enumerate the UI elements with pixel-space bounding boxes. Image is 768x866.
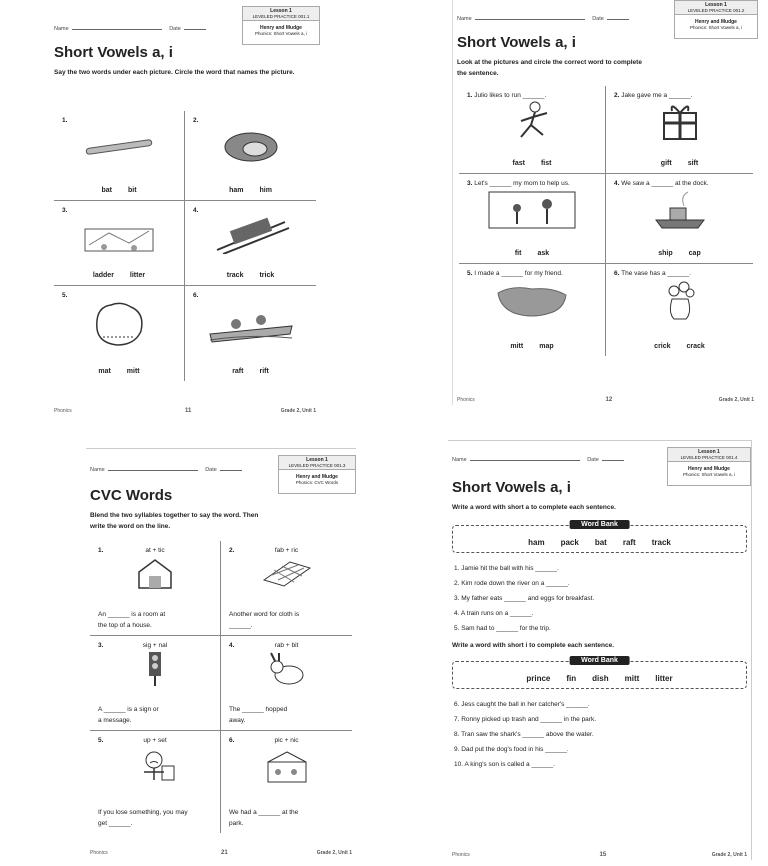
runner-icon	[507, 101, 557, 141]
page-number: 15	[599, 852, 607, 858]
footer: Phonics 21 Grade 2, Unit 1	[90, 850, 352, 856]
footer: Phonics 11 Grade 2, Unit 1	[54, 408, 316, 414]
exercise-cell: 6. raft rift	[185, 286, 316, 381]
name-label: Name	[54, 26, 69, 32]
instructions: Blend the two syllables together to say the word. Then write the word on the line.	[90, 512, 259, 530]
page-number: 12	[605, 397, 613, 403]
word-bank-a: Word Bank ham pack bat raft track	[452, 525, 747, 553]
page-title: Short Vowels a, i	[452, 479, 571, 496]
date-label: Date	[169, 26, 181, 32]
exercise-cell: 6. The vase has a ______. crick crack	[614, 270, 705, 350]
word-bank-i: Word Bank prince fin dish mitt litter	[452, 661, 747, 689]
exercise-cell: 3. ladder litter	[54, 201, 185, 286]
exercise-cell: 2. fab + ric Another word for cloth is ______.	[221, 541, 352, 636]
mom-child-icon	[487, 190, 577, 230]
footer: Phonics 12 Grade 2, Unit 1	[457, 397, 754, 403]
exercise-cell: 1. at + tic An ______ is a room at the top of a house.	[90, 541, 221, 636]
exercise-cell: 4. We saw a ______ at the dock. ship cap	[606, 174, 753, 264]
page-number: 11	[185, 408, 192, 414]
header: Name Date Lesson 1 LEVELED PRACTICE 001.4 Henry and Mudge Phonics: Short Vowels a, i	[448, 447, 751, 475]
map-icon	[492, 279, 572, 323]
exercise-cell: 5. mat mitt	[54, 286, 185, 381]
lesson-box: Lesson 1 LEVELED PRACTICE 001.1 Henry and Mudge Phonics: Short Vowels a, i	[242, 6, 320, 45]
worksheet-page-21	[86, 448, 356, 858]
exercise-cell: 4. rab + bit The ______ hopped away.	[221, 636, 352, 731]
exercise-cell: 1. Julio likes to run ______. fast fist	[459, 86, 606, 174]
exercise-cell: 4. track trick	[185, 201, 316, 286]
page-title: Short Vowels a, i	[54, 44, 173, 61]
mitt-icon	[89, 299, 149, 349]
sentences-a: 1. Jamie hit the ball with his ______. 2. Kim rode down the river on a ______. 3. My father eats ______ and eggs for breakfast. 4. A train runs on a ______. 5. Sam had to ______ for the trip.	[454, 565, 595, 632]
picnic-icon	[264, 748, 310, 784]
instructions-i: Write a word with short i to complete each sentence.	[452, 642, 615, 649]
worksheet-page-12	[452, 0, 758, 405]
exercise-cell: 2. ham him	[185, 111, 316, 201]
instructions: Look at the pictures and circle the correct word to complete the sentence.	[457, 59, 642, 77]
attic-icon	[135, 556, 175, 590]
rabbit-icon	[265, 651, 309, 685]
footer: Phonics 15 Grade 2, Unit 1	[452, 852, 747, 858]
page-title: Short Vowels a, i	[457, 34, 576, 51]
worksheet-page-11	[50, 6, 320, 416]
page-number: 21	[221, 850, 228, 856]
exercise-grid	[54, 111, 316, 381]
litter-icon	[79, 215, 159, 255]
exercise-cell: 5. I made a ______ for my friend. mitt map	[459, 264, 606, 356]
traffic-signal-icon	[145, 650, 165, 686]
worksheet-page-15	[448, 440, 752, 860]
ham-icon	[221, 129, 281, 165]
instructions: Say the two words under each picture. Circle the word that names the picture.	[54, 69, 295, 76]
fabric-icon	[260, 558, 314, 588]
lesson-box: Lesson 1 LEVELED PRACTICE 001.3 Henry and Mudge Phonics: CVC Words	[278, 455, 356, 494]
raft-icon	[206, 304, 296, 344]
exercise-cell: 5. up + set If you lose something, you may get ______.	[90, 731, 221, 833]
exercise-cell: 2. Jake gave me a ______. gift sift	[606, 86, 753, 174]
exercise-cell: 3. Let's ______ my mom to help us. fit ask	[459, 174, 606, 264]
vase-icon	[660, 279, 700, 323]
sentences-i: 6. Jess caught the ball in her catcher's ______. 7. Ronny picked up trash and ______ in the park. 8. Tran saw the shark's ______ above the water. 9. Dad put the dog's food in his ______. 10. A king's son is called a ______.	[454, 701, 597, 768]
exercise-cell: 3. sig + nal A ______ is a sign or a message.	[90, 636, 221, 731]
page-title: CVC Words	[90, 487, 173, 504]
bat-icon	[84, 137, 154, 157]
train-track-icon	[211, 216, 291, 254]
exercise-grid	[90, 541, 352, 833]
lesson-box: Lesson 1 LEVELED PRACTICE 001.4 Henry and Mudge Phonics: Short Vowels a, i	[667, 447, 751, 486]
header: Name Date Lesson 1 LEVELED PRACTICE 001.3 Henry and Mudge Phonics: CVC Words	[86, 455, 356, 483]
exercise-grid	[459, 86, 753, 356]
instructions-a: Write a word with short a to complete each sentence.	[452, 504, 616, 511]
lesson-box: Lesson 1 LEVELED PRACTICE 001.2 Henry and Mudge Phonics: Short Vowels a, i	[674, 0, 758, 39]
exercise-cell: 6. pic + nic We had a ______ at the park.	[221, 731, 352, 833]
header	[50, 6, 320, 34]
ship-icon	[650, 188, 710, 232]
gift-icon	[658, 99, 702, 143]
exercise-cell: 1. bat bit	[54, 111, 185, 201]
upset-child-icon	[132, 748, 178, 784]
header: Name Date Lesson 1 LEVELED PRACTICE 001.2 Henry and Mudge Phonics: Short Vowels a, i	[453, 0, 758, 28]
